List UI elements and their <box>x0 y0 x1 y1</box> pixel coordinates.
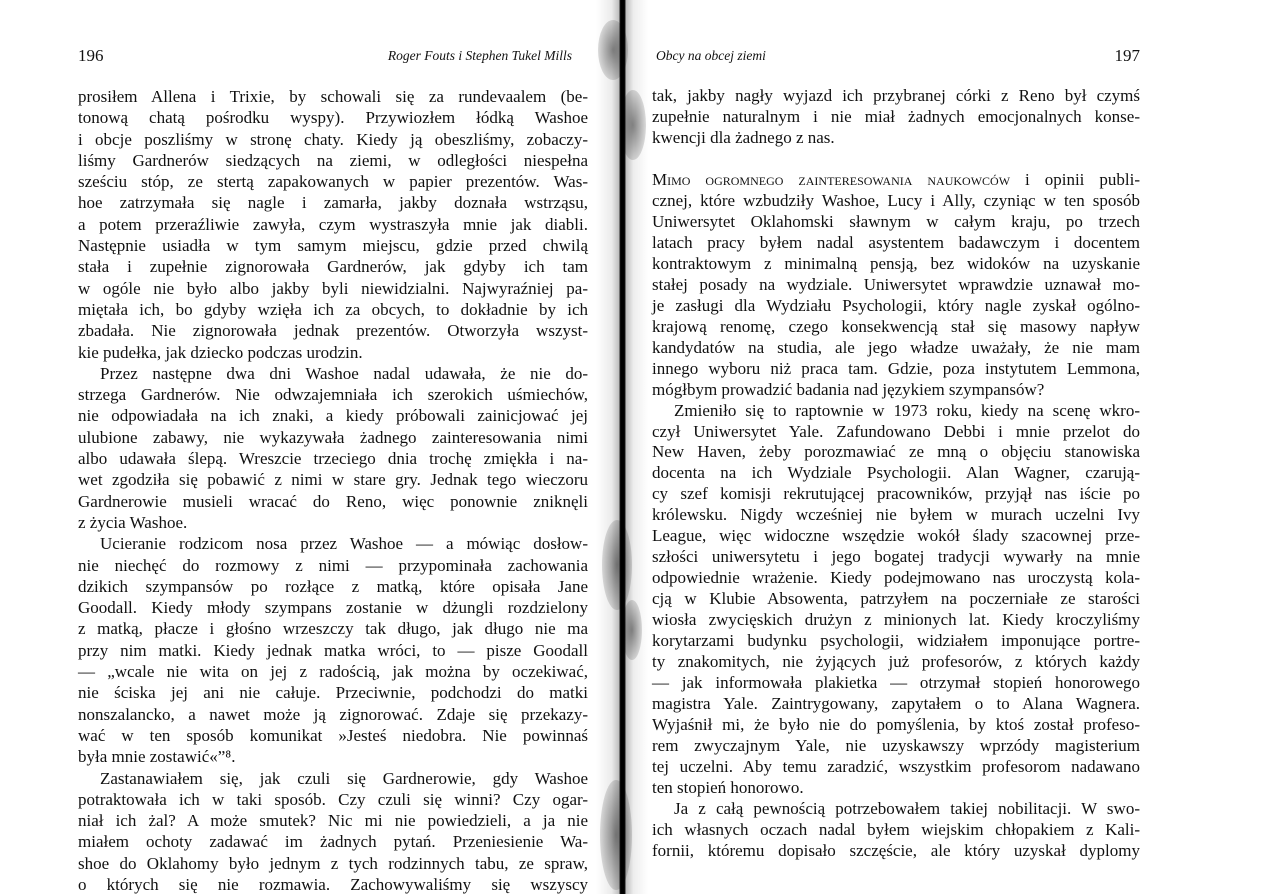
text-line: Goodall. Kiedy młody szympans zostanie w dżungli rozdzielony <box>78 598 588 618</box>
text-line: Następnie usiadła w tym samym miejscu, gdzie przed chwilą <box>78 236 588 256</box>
page-number: 197 <box>1114 46 1140 65</box>
text-line: hoe zatrzymała się nagle i zamarła, jakby doznała wstrząsu, <box>78 193 588 213</box>
text-line: i obcje poszliśmy w stronę chaty. Kiedy ją obeszliśmy, zobaczy- <box>78 129 588 149</box>
text-line: kandydatów na studia, ale jego władze uważały, że nie mam <box>652 337 1140 357</box>
text-line: Wyjaśnił mi, że było nie do pomyślenia, by ktoś został profeso- <box>652 715 1140 735</box>
text-line: nie ściska jej ani nie całuje. Przeciwnie, podchodzi do matki <box>78 683 588 703</box>
text-line: z matką, płacze i głośno wrzeszczy tak długo, jak długo nie ma <box>78 619 588 639</box>
text-line: korytarzami budynku psychologii, widziałem imponujące portre- <box>652 631 1140 651</box>
text-line: miętała ich, bo gdyby wzięła ich za obcych, to dokładnie by ich <box>78 299 588 319</box>
text-line: zbadała. Nie zignorowała jednak prezentów. Otworzyła wszyst- <box>78 321 588 341</box>
small-caps-lead-in: Mimo ogromnego zainteresowania naukowców <box>652 169 1011 189</box>
text-line: nie odpowiadała na ich znaki, a kiedy próbowali zainicjować jej <box>78 406 588 426</box>
right-page <box>652 0 1140 894</box>
text-line: w ogóle nie było albo jakby byli niewidzialni. Najwyraźniej pa- <box>78 278 588 298</box>
text-line: przy nim matki. Kiedy jednak matka wróci, to — pisze Goodall <box>78 640 588 660</box>
text-line: ten stopień honorowo. <box>652 777 804 797</box>
text-line: Ja z całą pewnością potrzebowałem takiej nobilitacji. W swo- <box>674 798 1140 818</box>
text-line: kwencji dla żadnego z nas. <box>652 127 835 147</box>
text-line: kie pudełka, jak dziecko podczas urodzin. <box>78 342 363 362</box>
text-line: latach pracy byłem nadal asystentem badawczym i docentem <box>652 232 1140 252</box>
text-line: wet zgodziła się pobawić z nimi w stare gry. Jednak tego wieczoru <box>78 470 588 490</box>
text-line: prosiłem Allena i Trixie, by schowali się za rundevaalem (be- <box>78 87 588 106</box>
text-line: miałem ochoty zadawać im żadnych pytań. Przeniesienie Wa- <box>78 832 588 852</box>
text-line: mógłbym prowadzić badania nad językiem szympansów? <box>652 379 1045 399</box>
section-break <box>652 149 1140 170</box>
page-body-text <box>78 86 588 895</box>
text-line: — jak informowała plakietka — otrzymał stopień honorowego <box>652 673 1140 693</box>
text-line: albo udawała ślepą. Wreszcie trzeciego dnia trochę zmiękła i na- <box>78 449 588 469</box>
text-line: zupełnie naturalnym i nie miał żadnych emocjonalnych konse- <box>652 106 1140 126</box>
text-line: niał ich żal? A może smutek? Nic mi nie powiedzieli, a ja nie <box>78 811 588 831</box>
text-line: wiosła zwycięskich drużyn z minionych lat. Kiedy kroczyliśmy <box>652 610 1140 630</box>
text-line: magistra Yale. Zaintrygowany, zapytałem o to Alana Wagnera. <box>652 694 1140 714</box>
text-line: stała i zupełnie zignorowała Gardnerów, jak gdyby ich tam <box>78 257 588 277</box>
text-line: była mnie zostawić«”⁸. <box>78 747 236 767</box>
text-line: liśmy Gardnerów siedzących na ziemi, w odległości niespełna <box>78 150 588 170</box>
page-body-text <box>652 86 1140 862</box>
text-line: tonową chatą pośrodku wyspy). Przywiozłem łódką Washoe <box>78 108 588 128</box>
text-line: — „wcale nie wita on jej z radością, jak można by oczekiwać, <box>78 662 588 682</box>
text-line: Przez następne dwa dni Washoe nadal udawała, że nie do- <box>100 363 588 383</box>
text-line: z życia Washoe. <box>78 512 188 532</box>
text-line: League, więc widoczne wszędzie wokół ślady szacownej prze- <box>652 526 1140 546</box>
text-line: kontraktowym z minimalną pensją, bez widoków na uzyskanie <box>652 253 1140 273</box>
page-number: 196 <box>78 46 104 65</box>
text-line: ty znakomitych, nie żyjących już profesorów, z których każdy <box>652 652 1140 672</box>
text-line: Zastanawiałem się, jak czuli się Gardnerowie, gdy Washoe <box>100 768 588 788</box>
text-line: je zasługi dla Wydziału Psychologii, który nagle zyskał ogólno- <box>652 295 1140 315</box>
text-line: cznej, które wzbudziły Washoe, Lucy i Ally, czyniąc w ten sposób <box>652 190 1140 210</box>
text-line: cy szef komisji rekrutującej pracowników, przyjął nas iście po <box>652 484 1140 504</box>
text-line: strzega Gardnerów. Nie odwzajemniała ich szerokich uśmiechów, <box>78 385 588 405</box>
text-line: shoe do Oklahomy było jednym z tych rodzinnych tabu, ze spraw, <box>78 853 588 873</box>
text-line: Uniwersytet Oklahomski sławnym w całym kraju, po trzech <box>652 211 1140 231</box>
left-page <box>78 0 588 894</box>
text-line: dzikich szympansów po rozłące z matką, które opisała Jane <box>78 576 588 596</box>
text-line: rem zwyczajnym Yale, nie uzyskawszy wprzódy magisterium <box>652 736 1140 756</box>
text-line: Gardnerowie musieli wracać do Reno, więc ponownie zniknęli <box>78 491 588 511</box>
text-line: szłości uniwersytetu i jego bogatej tradycji wywarły na mnie <box>652 547 1140 567</box>
text-line: wać w ten sposób komunikat »Jesteś niedobra. Nie powinnaś <box>78 725 588 745</box>
text-line: o których się nie rozmawia. Zachowywaliśmy się wszyscy <box>78 874 588 894</box>
text-line: fornii, któremu dopisało szczęście, ale który uzyskał dyplomy <box>652 840 1140 860</box>
text-line: Ucieranie rodzicom nosa przez Washoe — a mówiąc dosłow- <box>100 534 588 554</box>
text-line: potraktowała ich w taki sposób. Czy czuli się winni? Czy ogar- <box>78 789 588 809</box>
text-line: czył Uniwersytet Yale. Zafundowano Debbi i mnie przelot do <box>652 421 1140 441</box>
text-line: królewsku. Nigdy wcześniej nie byłem w murach uczelni Ivy <box>652 505 1140 525</box>
text-line: Zmieniło się to raptownie w 1973 roku, kiedy na scenę wkro- <box>674 400 1140 420</box>
text-line: cją w Klubie Absowenta, patrzyłem na poczerniałe ze starości <box>652 589 1140 609</box>
running-head: Roger Fouts i Stephen Tukel Mills <box>387 48 572 63</box>
text-line: tej uczelni. Aby temu zaradzić, wszystkim profesorom nadawano <box>652 757 1140 776</box>
text-line: tak, jakby nagły wyjazd ich przybranej córki z Reno był czymś <box>652 86 1140 105</box>
text-line: ulubione zabawy, nie wykazywała żadnego zainteresowania nimi <box>78 427 588 447</box>
text-line: ich własnych oczach nadal byłem wiejskim chłopakiem z Kali- <box>652 819 1140 839</box>
text-line: innego wyboru niż praca tam. Gdzie, poza instytutem Lemmona, <box>652 358 1140 378</box>
text-line <box>652 170 1140 191</box>
book-gutter-shadow <box>596 0 648 894</box>
text-line: stałej posady na wydziale. Uniwersytet wprawdzie uznawał mo- <box>652 274 1140 294</box>
text-line: New Haven, żeby porozmawiać ze mną o objęciu stanowiska <box>652 442 1140 462</box>
text-line: odpowiednie wrażenie. Kiedy podejmowano nas uroczystą kola- <box>652 568 1140 588</box>
line-text: i opinii publi- <box>1010 169 1140 189</box>
text-line: sześciu stóp, ze stertą zapakowanych w papier prezentów. Was- <box>78 172 588 192</box>
text-line: nie niechęć do rozmowy z nimi — przypominała zachowania <box>78 555 588 575</box>
running-head: Obcy na obcej ziemi <box>656 48 766 63</box>
text-line: nonszalancko, a nawet może ją zignorować. Zdaje się przekazy- <box>78 704 588 724</box>
text-line: krajową renomę, czego konsekwencją stał się masowy napływ <box>652 316 1140 336</box>
text-line: docenta na ich Wydziale Psychologii. Alan Wagner, czarują- <box>652 463 1140 483</box>
text-line: a potem przeraźliwie zawyła, czym wystraszyła mnie jak diabli. <box>78 214 588 234</box>
